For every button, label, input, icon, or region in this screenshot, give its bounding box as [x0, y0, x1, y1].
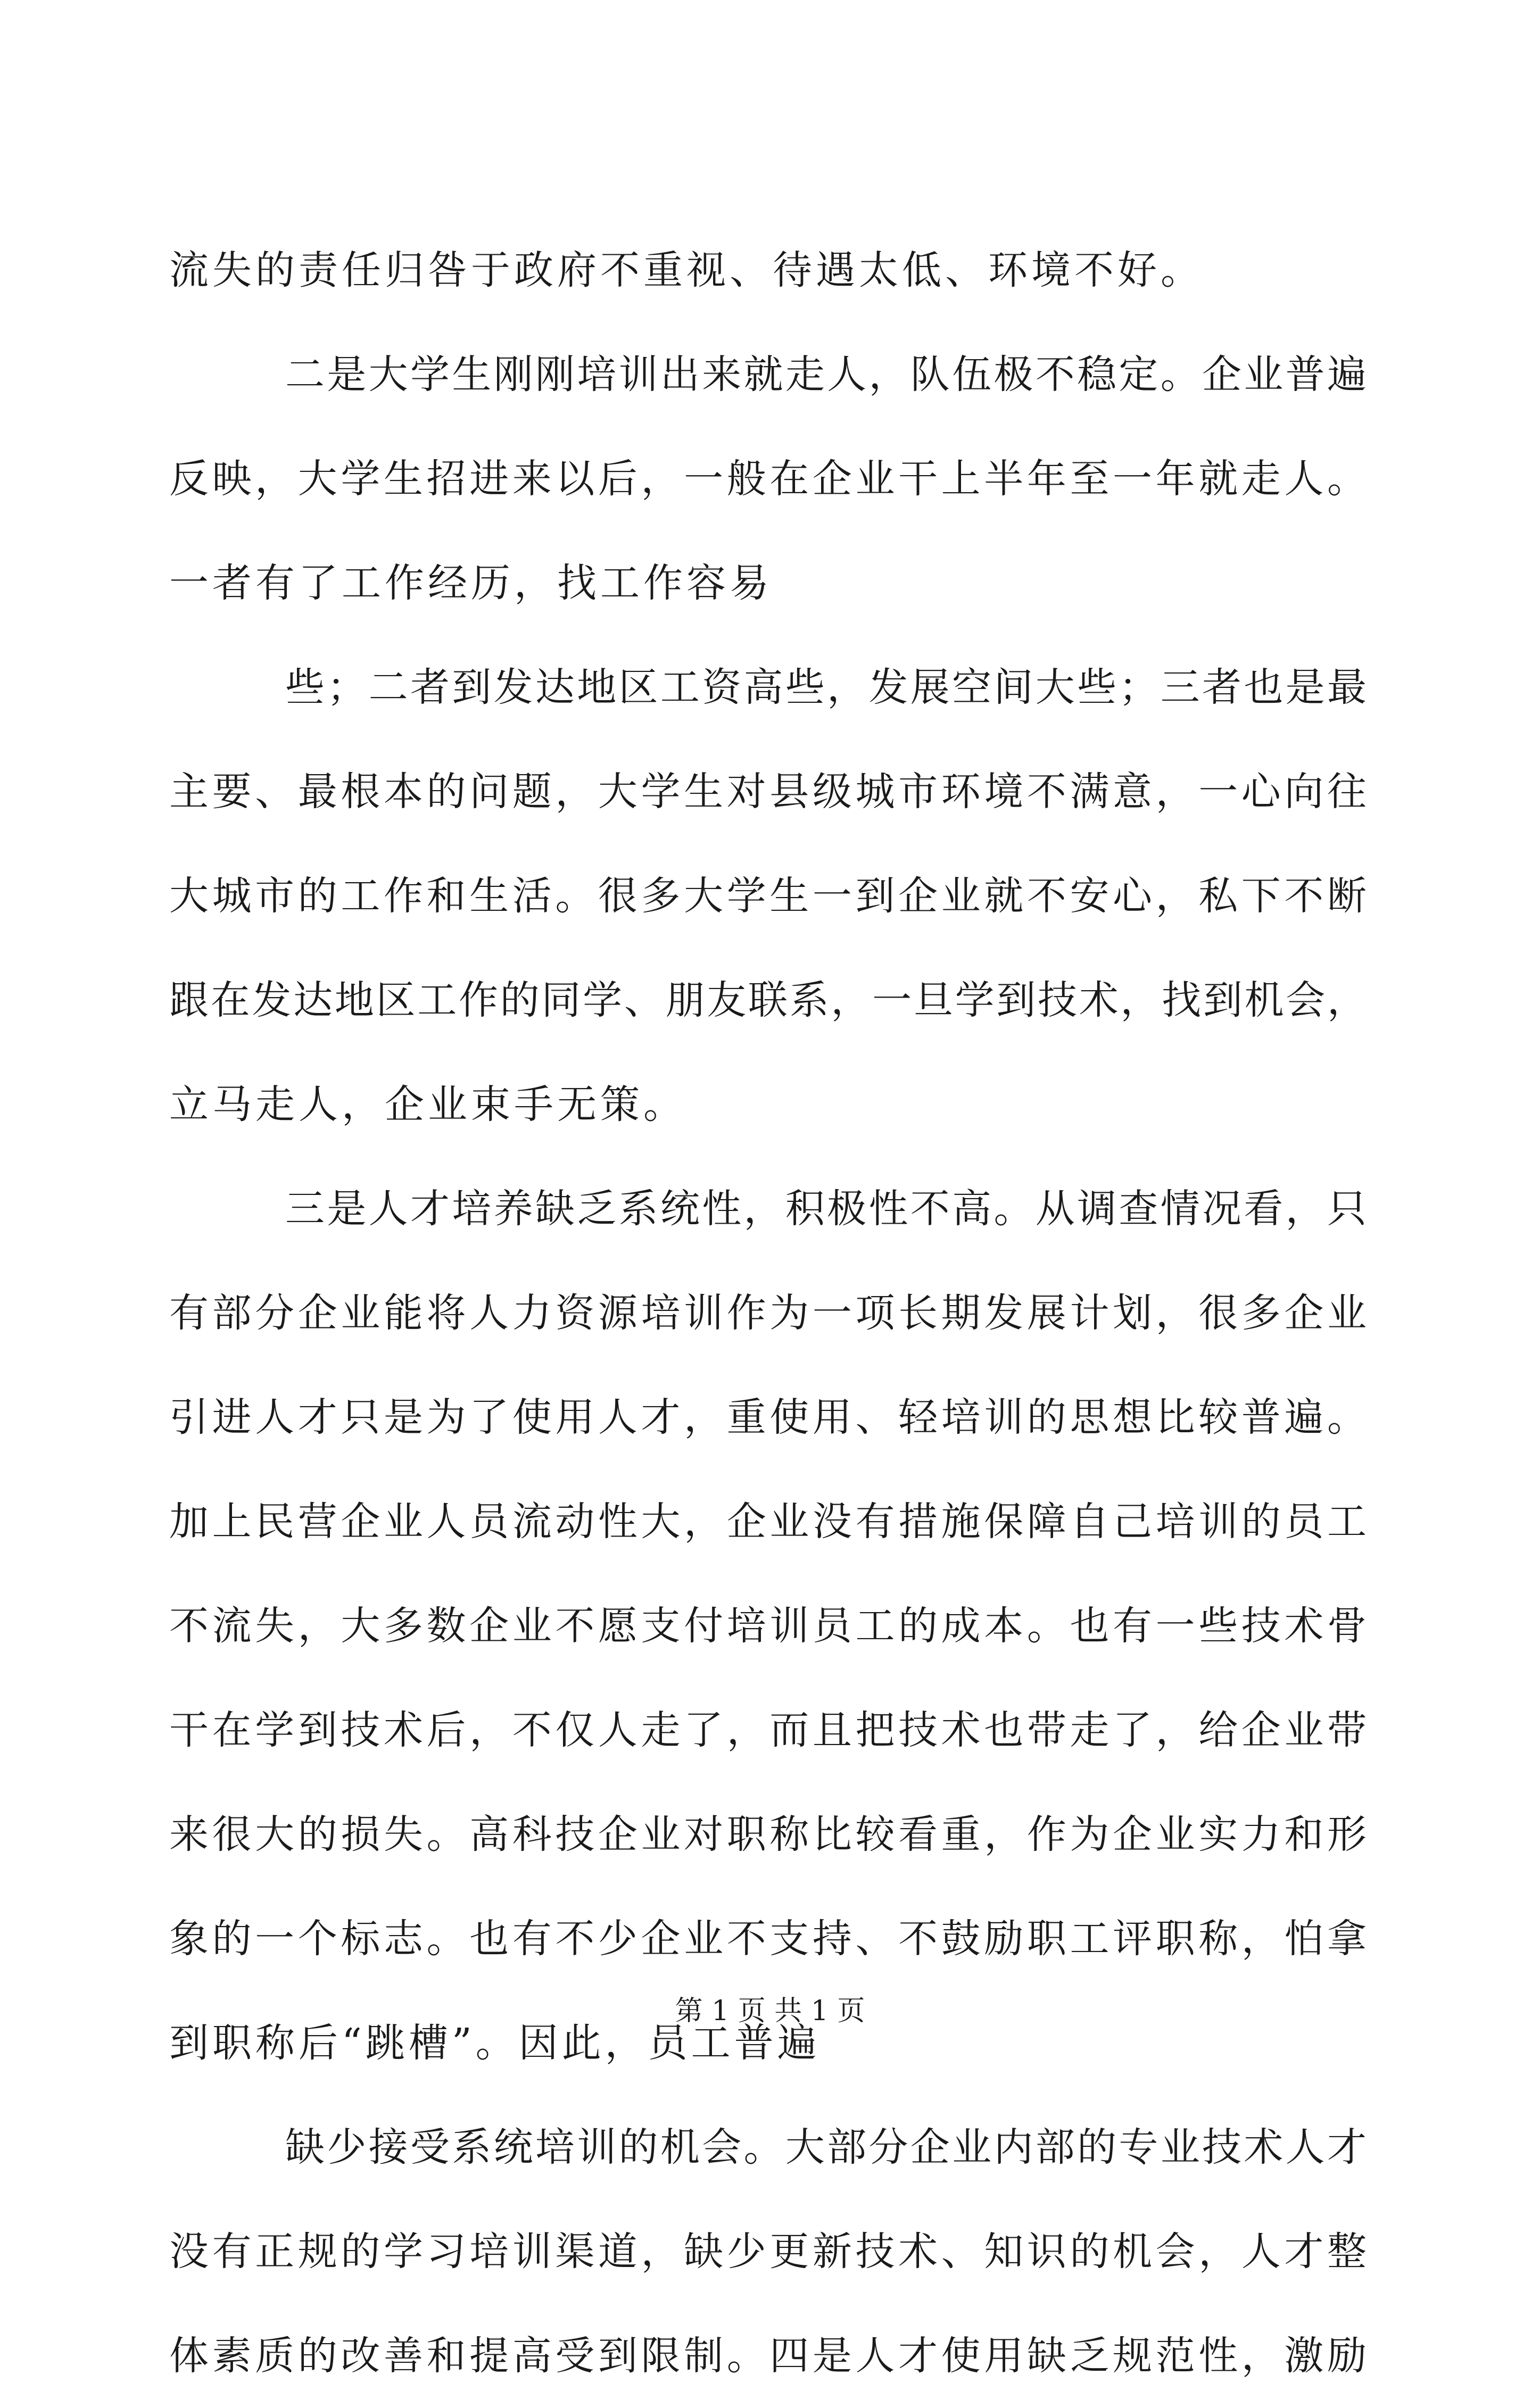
- text-line: 大城市的工作和生活。很多大学生一到企业就不安心，私下不断: [169, 873, 1367, 919]
- text-line: 跟在发达地区工作的同学、朋友联系，一旦学到技术，找到机会，: [169, 977, 1367, 1023]
- text-line: 主要、最根本的问题，大学生对县级城市环境不满意，一心向往: [169, 769, 1367, 815]
- text-line: 不流失，大多数企业不愿支付培训员工的成本。也有一些技术骨: [169, 1603, 1367, 1649]
- text-line: 立马走人，企业束手无策。: [169, 1082, 686, 1127]
- text-line: 来很大的损失。高科技企业对职称比较看重，作为企业实力和形: [169, 1812, 1367, 1857]
- body-text: [169, 218, 1367, 2408]
- text-line: 加上民营企业人员流动性大，企业没有措施保障自己培训的员工: [169, 1499, 1367, 1545]
- text-line: 象的一个标志。也有不少企业不支持、不鼓励职工评职称，怕拿: [169, 1916, 1367, 1962]
- text-line: 有部分企业能将人力资源培训作为一项长期发展计划，很多企业: [169, 1290, 1367, 1336]
- page-footer: 第 1 页 共 1 页: [675, 1995, 865, 2027]
- text-line: 缺少接受系统培训的机会。大部分企业内部的专业技术人才: [285, 2124, 1367, 2170]
- text-line: 没有正规的学习培训渠道，缺少更新技术、知识的机会，人才整: [169, 2229, 1367, 2274]
- text-line: 到职称后“跳槽”。因此，员工普遍: [169, 2020, 821, 2066]
- text-line: 二是大学生刚刚培训出来就走人，队伍极不稳定。企业普遍: [285, 352, 1367, 397]
- text-line: 体素质的改善和提高受到限制。四是人才使用缺乏规范性，激励: [169, 2333, 1367, 2379]
- text-line: 些；二者到发达地区工资高些，发展空间大些；三者也是最: [285, 665, 1367, 710]
- text-line: 反映，大学生招进来以后，一般在企业干上半年至一年就走人。: [169, 456, 1367, 502]
- text-line: 一者有了工作经历，找工作容易: [169, 560, 773, 606]
- text-line: 引进人才只是为了使用人才，重使用、轻培训的思想比较普遍。: [169, 1394, 1367, 1440]
- text-line: 干在学到技术后，不仅人走了，而且把技术也带走了，给企业带: [169, 1707, 1367, 1753]
- text-line: 流失的责任归咎于政府不重视、待遇太低、环境不好。: [169, 247, 1204, 293]
- text-line: 三是人才培养缺乏系统性，积极性不高。从调查情况看，只: [285, 1186, 1367, 1232]
